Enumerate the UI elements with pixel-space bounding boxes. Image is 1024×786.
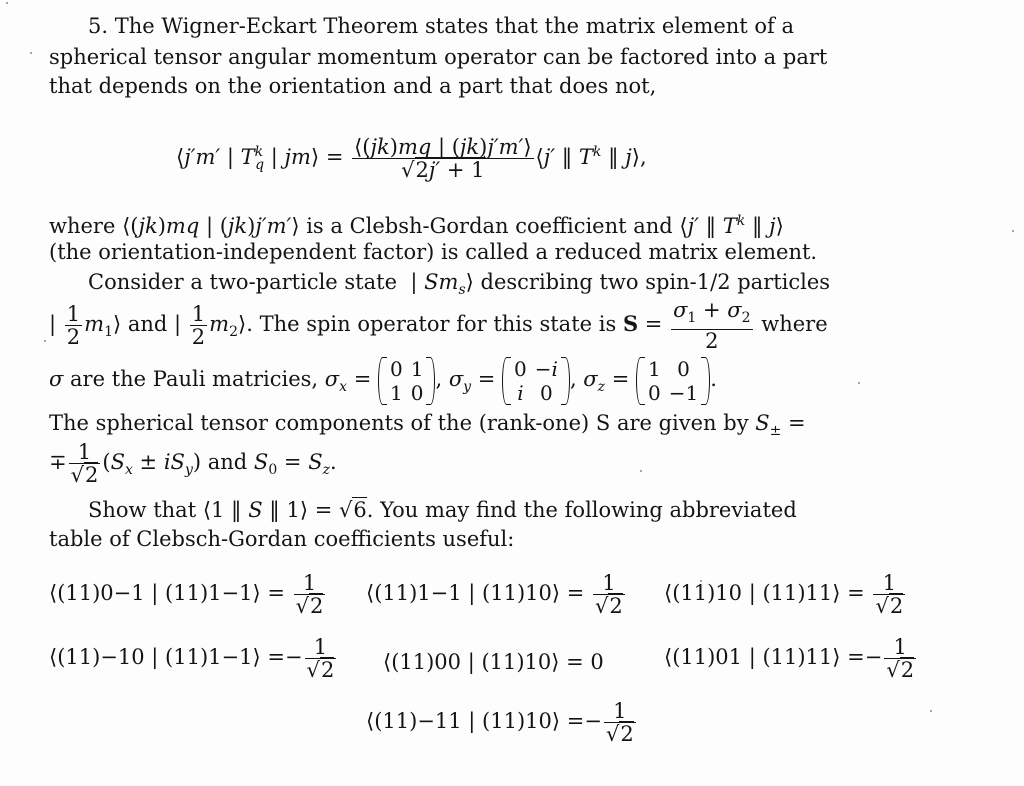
paragraph-line: | $\frac{1}{2}$ $m_1⟩$ and | $\frac{1}{2}$ $m_2⟩$. The spin operator for this state is S = $\frac{\sigma_1 + \sigma_2}{2}$ where (49, 297, 828, 354)
paragraph-line: The spherical tensor components of the (rank-one) S are given by $S_\pm$ = (49, 411, 806, 440)
pauli-y-matrix: 0 −i i 0 (502, 357, 570, 405)
cg-coefficient: ⟨(11)−11 | (11)10⟩ =− $\frac{1}{√2}$ (366, 699, 634, 746)
cg-coefficient: ⟨(11)01 | (11)11⟩ =− $\frac{1}{√2}$ (664, 635, 915, 682)
cg-coefficient: ⟨(11)10 | (11)11⟩ = $\frac{1}{√2}$ (664, 571, 904, 618)
problem-number: 5. (88, 14, 109, 38)
cg-coefficient: ⟨(11)−10 | (11)1−1⟩ =− $\frac{1}{√2}$ (49, 635, 335, 682)
paragraph-line: Show that ⟨1 ‖ S ‖ 1⟩ = √6. You may find the following abbreviated (88, 498, 797, 522)
cg-coefficient: ⟨(11)0−1 | (11)1−1⟩ = $\frac{1}{√2}$ (49, 571, 324, 618)
pauli-z-matrix: 1 0 0 −1 (636, 357, 710, 405)
paragraph-line: (the orientation-independent factor) is called a reduced matrix element. (49, 240, 818, 264)
paragraph-line: table of Clebsch-Gordan coefficients useful: (49, 527, 515, 551)
paragraph-line: σ are the Pauli matricies, $\sigma_x$ = 0 1 1 0 , $\sigma_y$ = 0 −i i 0 , $\sigma_z$ = 1 0 0 −1 . (49, 356, 717, 405)
paragraph-line: where ⟨(jk)mq | (jk)j′m′⟩ is a Clebsh-Gordan coefficient and ⟨j′ ‖ $T^k$ ‖ j⟩ (49, 213, 784, 238)
cg-coefficient: ⟨(11)00 | (11)10⟩ = 0 (383, 650, 604, 674)
paragraph-line: 5. The Wigner-Eckart Theorem states that the matrix element of a (88, 14, 795, 38)
paragraph-line: that depends on the orientation and a part that does not, (49, 74, 657, 98)
paragraph-line: ∓ $\frac{1}{√2}$ $(S_x \pm iS_y)$ and $S_0 = S_z$. (49, 440, 337, 487)
pauli-x-matrix: 0 1 1 0 (378, 357, 435, 405)
wigner-eckart-equation: ⟨j′m′ | $T^k_q$ | jm⟩ = $\frac{⟨(jk)mq | (jk)j'm'⟩}{√2j' + 1}$ ⟨j′ ‖ $T^k$ ‖ j⟩, (176, 135, 647, 182)
cg-coefficient: ⟨(11)1−1 | (11)10⟩ = $\frac{1}{√2}$ (366, 571, 623, 618)
paragraph-line: Consider a two-particle state | $Sm_s⟩$ describing two spin-1/2 particles (88, 270, 831, 299)
paragraph-line: spherical tensor angular momentum operator can be factored into a part (49, 45, 828, 69)
